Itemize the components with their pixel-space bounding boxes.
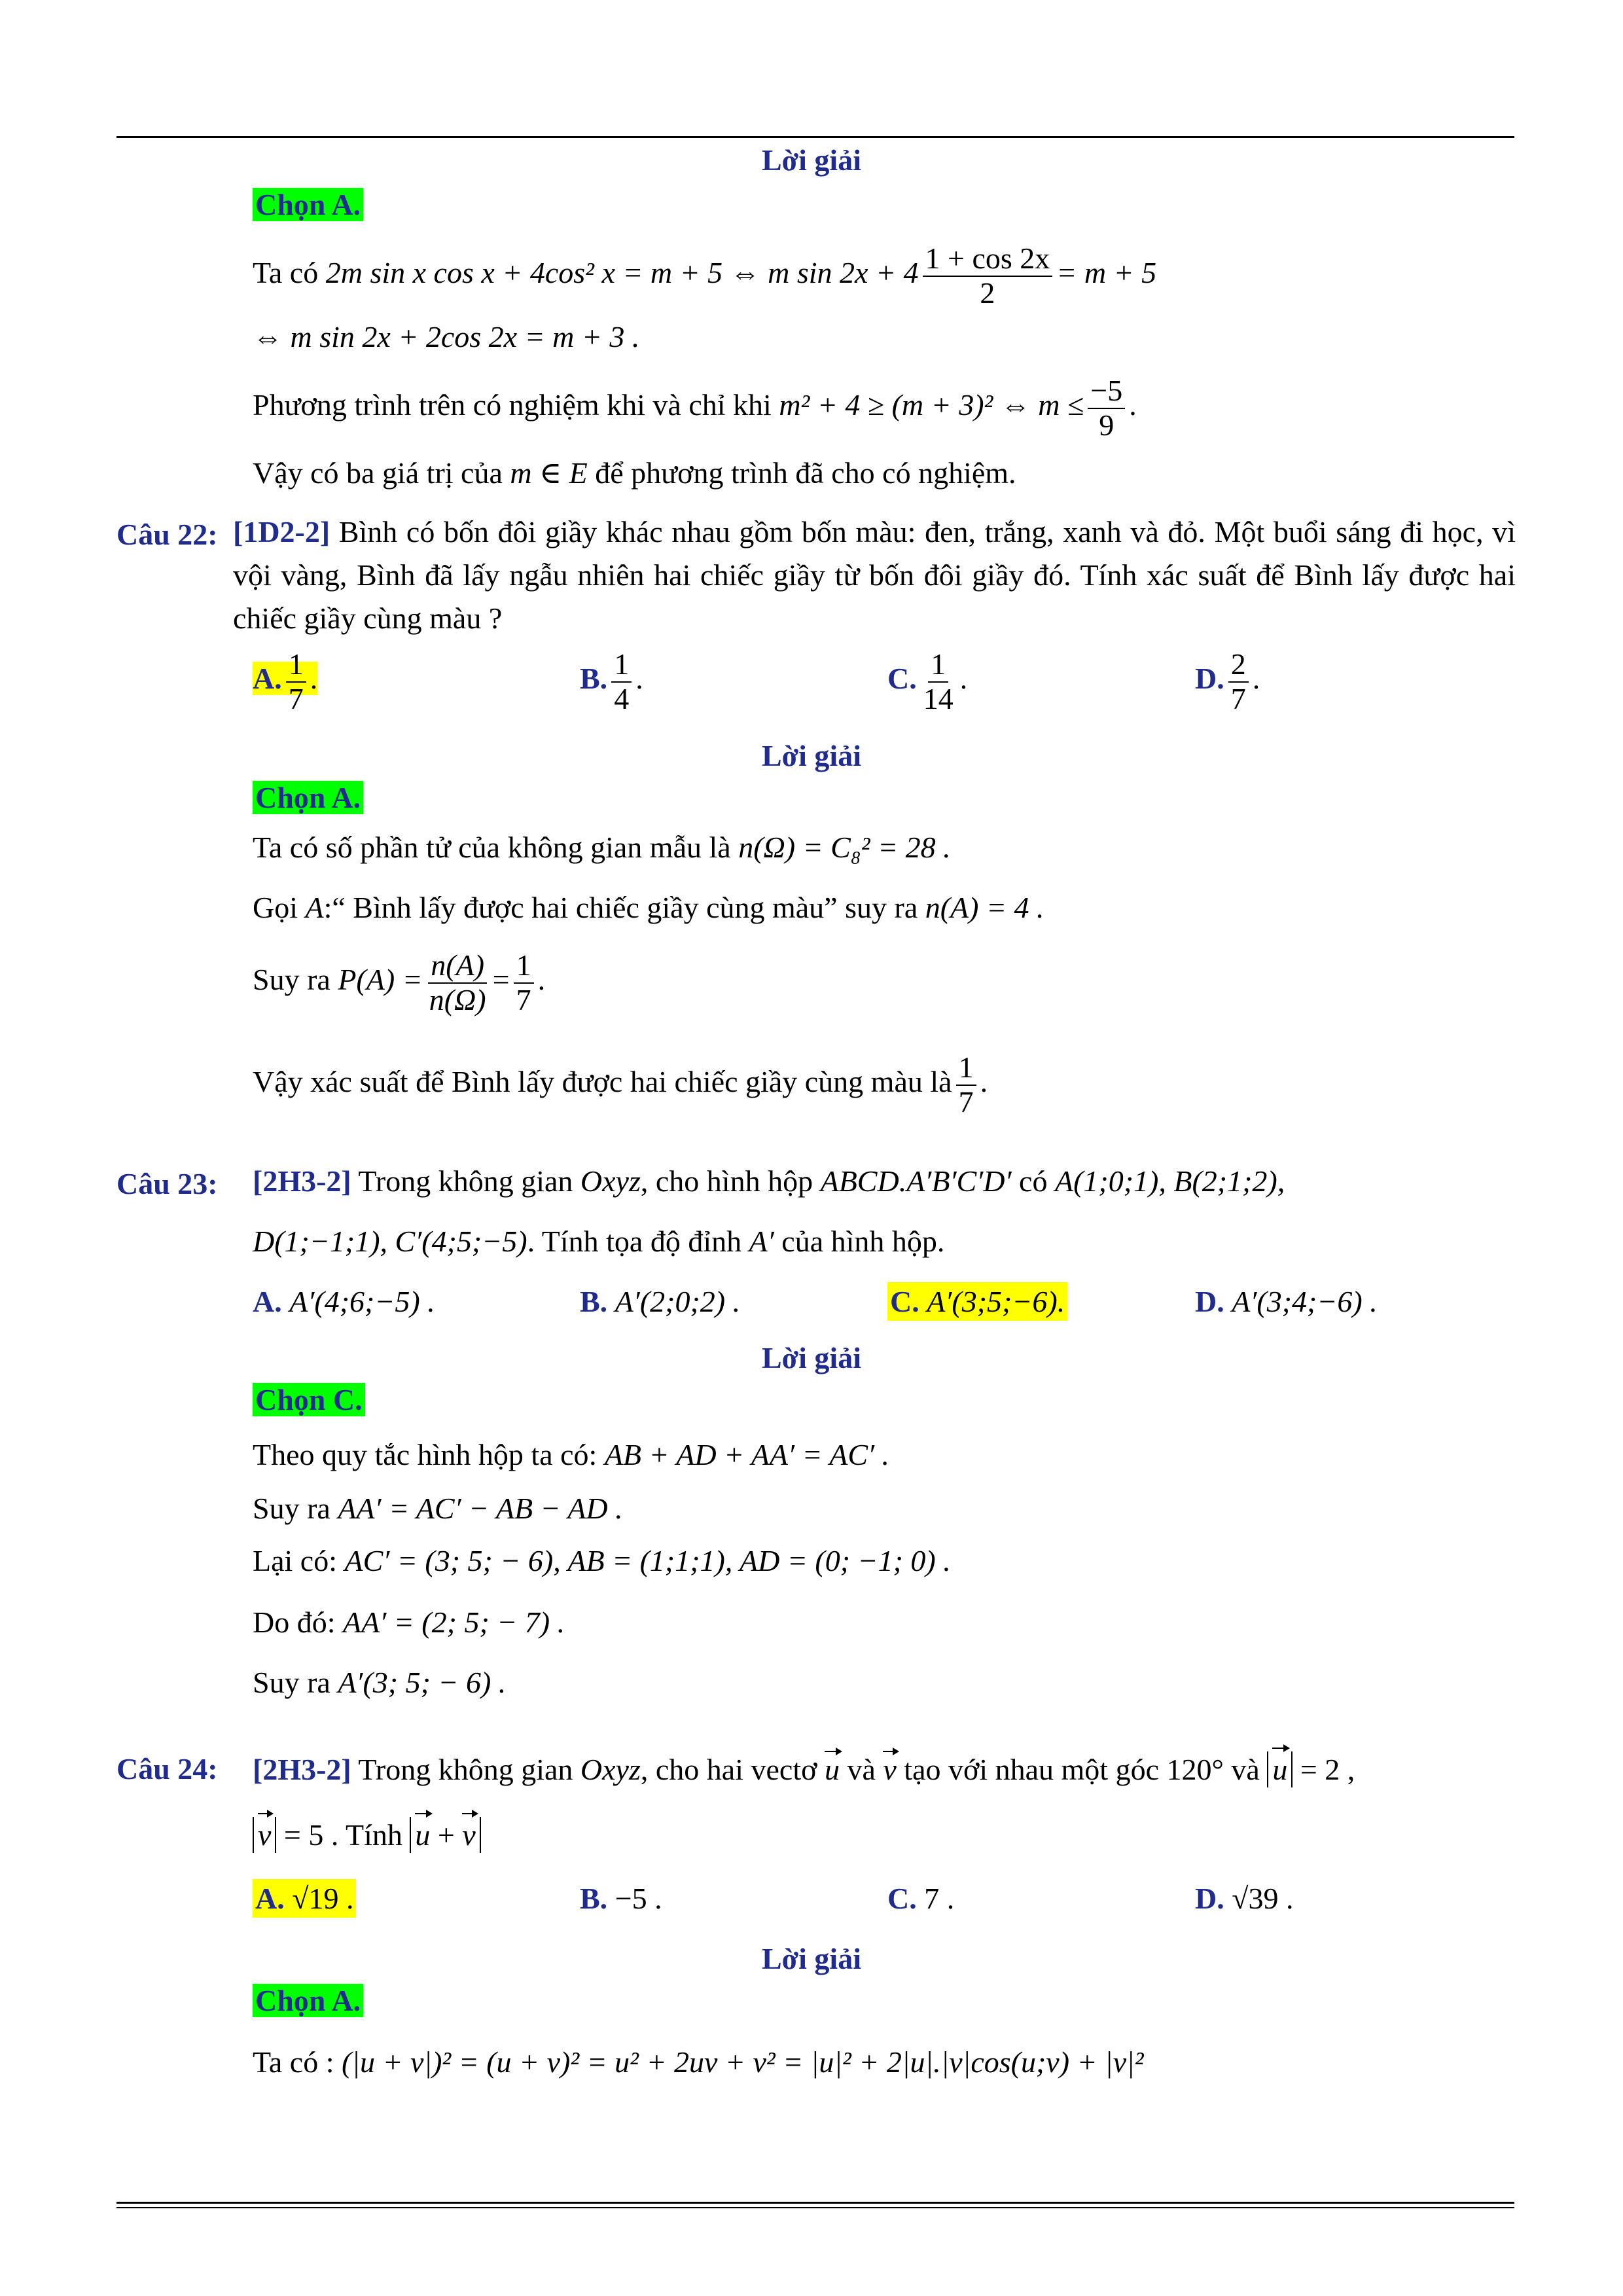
question-23-line2: D(1;−1;1), C′(4;5;−5). Tính tọa độ đỉnh A′ của hình hộp. — [253, 1225, 945, 1258]
question-23-line1: [2H3-2] Trong không gian Oxyz, cho hình hộp ABCD.A′B′C′D′ có A(1;0;1), B(2;1;2), — [253, 1164, 1285, 1198]
q22-option-d[interactable]: D. $\frac{2}{7}$ . — [1195, 647, 1260, 715]
question-22-label: Câu 22: — [116, 518, 218, 551]
question-23-label: Câu 23: — [116, 1167, 218, 1200]
loi-giai-heading-23: Lời giải — [762, 1341, 861, 1374]
sol22-line4: Vậy xác suất để Bình lấy được hai chiếc giầy cùng màu là $\frac{1}{7}$ . — [253, 1050, 988, 1119]
sol23-line3: Lại có: AC′ = (3; 5; − 6), AB = (1;1;1), AD = (0; −1; 0) . — [253, 1544, 951, 1577]
loi-giai-heading-24: Lời giải — [762, 1942, 861, 1975]
sol21-line1: Ta có 2m sin x cos x + 4cos² x = m + 5 ⇔ m sin 2x + 4 $\frac{1 + \cos 2x}{2}$ = m + 5 — [253, 242, 1157, 310]
chon-answer-21: Chọn A. — [253, 190, 363, 220]
bottom-rule-1 — [116, 2202, 1514, 2204]
q22-option-a[interactable]: A. $\frac{1}{7}$ . — [253, 647, 318, 715]
sol23-line4: Do đó: AA′ = (2; 5; − 7) . — [253, 1605, 565, 1639]
sol21-line4: Vậy có ba giá trị của m ∈ E để phương trình đã cho có nghiệm. — [253, 456, 1016, 490]
chon-answer-22: Chọn A. — [253, 783, 363, 813]
question-24-label: Câu 24: — [116, 1752, 218, 1785]
q23-option-a[interactable]: A. A′(4;6;−5) . — [253, 1285, 435, 1318]
sol22-line1: Ta có số phần tử của không gian mẫu là n(Ω) = C₈² = 28 . — [253, 831, 951, 864]
top-rule — [116, 136, 1514, 138]
q22-option-b[interactable]: B. $\frac{1}{4}$ . — [580, 647, 643, 715]
chon-answer-23: Chọn C. — [253, 1385, 365, 1415]
sol23-line2: Suy ra AA′ = AC′ − AB − AD . — [253, 1492, 623, 1525]
q24-option-a[interactable]: A. √19 . — [253, 1884, 356, 1914]
vector-u-icon: u — [824, 1753, 840, 1786]
sol23-line1: Theo quy tắc hình hộp ta có: AB + AD + AA′ = AC′ . — [253, 1438, 890, 1471]
q23-option-b[interactable]: B. A′(2;0;2) . — [580, 1285, 741, 1318]
q22-option-c[interactable]: C. $\frac{1}{14}$ . — [887, 647, 968, 715]
sol22-line2: Gọi A:“ Bình lấy được hai chiếc giầy cùng màu” suy ra n(A) = 4 . — [253, 891, 1044, 924]
q24-option-b[interactable]: B. −5 . — [580, 1882, 662, 1915]
sol22-line3: Suy ra P(A) = $\frac{n(A)}{n(\Omega)}$ = $\frac{1}{7}$ . — [253, 948, 546, 1016]
chon-answer-24: Chọn A. — [253, 1986, 363, 2016]
q24-option-c[interactable]: C. 7 . — [887, 1882, 955, 1915]
bottom-rule-2 — [116, 2207, 1514, 2208]
sol24-line1: Ta có : (|u + v|)² = (u + v)² = u² + 2uv + v² = |u|² + 2|u|.|v|cos(u;v) + |v|² — [253, 2045, 1144, 2079]
question-22-text: [1D2-2] Bình có bốn đôi giầy khác nhau gồm bốn màu: đen, trắng, xanh và đỏ. Một buổi sáng đi học, vì vội vàng, Bình đã lấy ngẫu nhiên hai chiếc giầy từ bốn đôi giầy đó. Tính xác suất để Bình lấy được hai chiếc giầy cùng màu ? — [233, 515, 1516, 635]
loi-giai-heading-22: Lời giải — [762, 739, 861, 772]
question-24-line1: [2H3-2] Trong không gian Oxyz, cho hai vectơ u và v tạo với nhau một góc 120° và u = 2 , — [253, 1751, 1355, 1787]
vector-v-icon: v — [883, 1753, 897, 1786]
loi-giai-heading-21: Lời giải — [762, 143, 861, 177]
q24-option-d[interactable]: D. √39 . — [1195, 1882, 1294, 1915]
sol23-line5: Suy ra A′(3; 5; − 6) . — [253, 1666, 507, 1699]
sol21-line3: Phương trình trên có nghiệm khi và chỉ khi m² + 4 ≥ (m + 3)² ⇔ m ≤ $\frac{-5}{9}$ . — [253, 374, 1137, 442]
sol21-line2: ⇔ m sin 2x + 2cos 2x = m + 3 . — [253, 320, 640, 353]
question-24-line2: v = 5 . Tính u + v — [253, 1817, 481, 1853]
q23-option-c[interactable]: C. A′(3;5;−6). — [887, 1287, 1067, 1317]
q23-option-d[interactable]: D. A′(3;4;−6) . — [1195, 1285, 1378, 1318]
